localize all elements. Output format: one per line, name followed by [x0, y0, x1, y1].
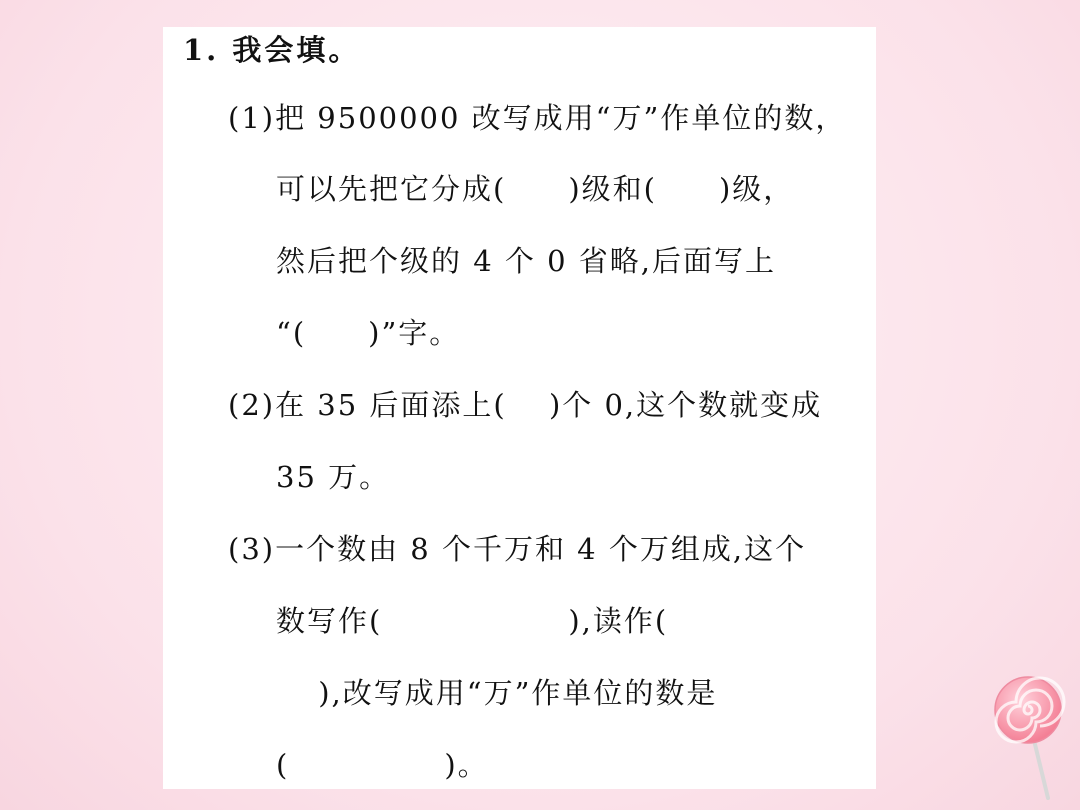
- item-3-line-2: 数写作( ),读作(: [276, 604, 669, 638]
- item-3-line-3: ),改写成用“万”作单位的数是: [276, 676, 718, 710]
- item-2-line-2: 35 万。: [276, 460, 391, 494]
- lollipop-icon: [992, 672, 1072, 802]
- item-1-line-3: 然后把个级的 4 个 0 省略,后面写上: [276, 244, 776, 278]
- exercise-card: [163, 27, 876, 789]
- item-3-line-1: (3)一个数由 8 个千万和 4 个万组成,这个: [228, 532, 807, 566]
- item-3-line-4: ( )。: [276, 748, 489, 782]
- item-2-line-1: (2)在 35 后面添上( )个 0,这个数就变成: [228, 388, 823, 422]
- question-title: 1. 我会填。: [183, 33, 361, 67]
- item-1-line-1: (1)把 9500000 改写成用“万”作单位的数，: [228, 101, 847, 135]
- item-1-line-4: “( )”字。: [276, 316, 461, 350]
- item-1-line-2: 可以先把它分成( )级和( )级，: [276, 172, 795, 206]
